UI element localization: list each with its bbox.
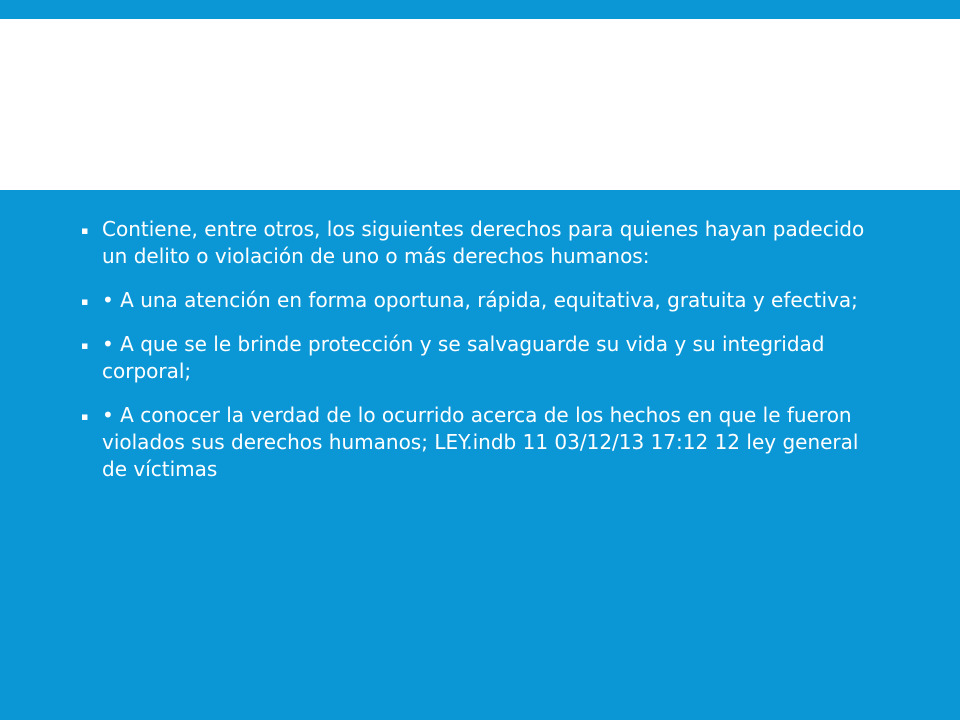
bullet-marker-icon: ▪ xyxy=(81,295,89,308)
bullet-item xyxy=(80,331,880,385)
title-panel xyxy=(0,19,960,190)
bullet-item xyxy=(80,216,880,270)
bullet-item xyxy=(80,287,880,314)
bullet-text: • A una atención en forma oportuna, rápida, equitativa, gratuita y efectiva; xyxy=(102,288,858,312)
bullet-marker-icon: ▪ xyxy=(81,224,89,237)
bullet-text: • A que se le brinde protección y se salvaguarde su vida y su integridad corporal; xyxy=(102,332,825,383)
bullet-text: • A conocer la verdad de lo ocurrido acerca de los hechos en que le fueron violados sus derechos humanos; LEY.indb 11 03/12/13 17:12 12 ley general de víctimas xyxy=(102,403,859,481)
bullet-item xyxy=(80,402,880,483)
bullet-marker-icon: ▪ xyxy=(81,339,89,352)
bullet-marker-icon: ▪ xyxy=(81,410,89,423)
bullet-text: Contiene, entre otros, los siguientes derechos para quienes hayan padecido un delito o violación de uno o más derechos humanos: xyxy=(102,217,865,268)
content-area xyxy=(80,216,880,500)
bullet-list xyxy=(80,216,880,483)
